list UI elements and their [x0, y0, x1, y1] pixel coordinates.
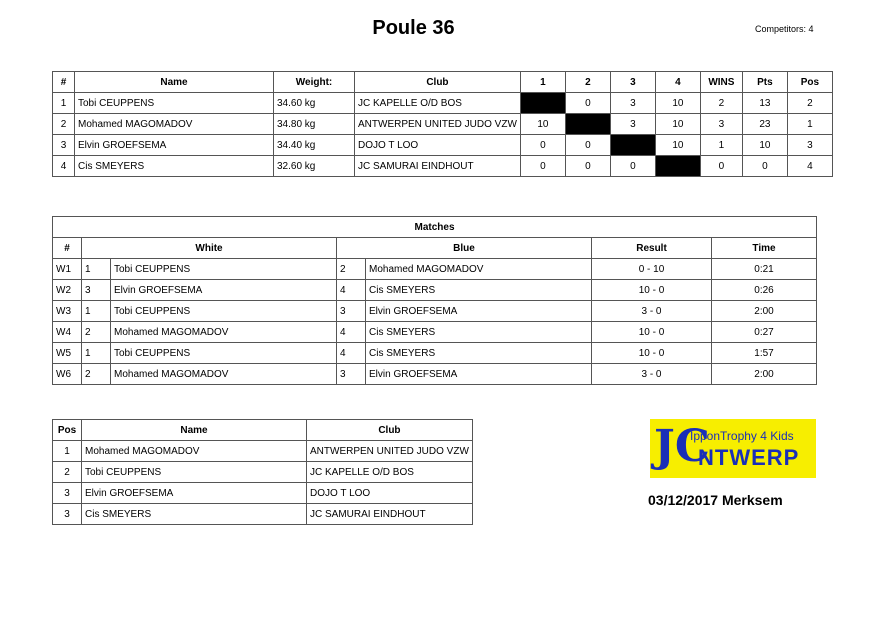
- poule-cell-pos: 4: [787, 156, 832, 177]
- match-cell-id: W5: [53, 343, 82, 364]
- match-cell-id: W4: [53, 322, 82, 343]
- match-cell-white: Mohamed MAGOMADOV: [111, 364, 337, 385]
- poule-cell-s3: 3: [610, 114, 655, 135]
- poule-cell-s3: 0: [610, 156, 655, 177]
- ranking-header-0: Pos: [53, 420, 82, 441]
- ranking-cell-pos: 3: [53, 483, 82, 504]
- match-cell-blue: Elvin GROEFSEMA: [366, 301, 592, 322]
- ranking-cell-pos: 2: [53, 462, 82, 483]
- match-cell-blue: Cis SMEYERS: [366, 280, 592, 301]
- match-cell-result: 0 - 10: [592, 259, 712, 280]
- poule-cell-name: Cis SMEYERS: [75, 156, 274, 177]
- poule-cell-club: DOJO T LOO: [355, 135, 521, 156]
- match-row: [53, 301, 817, 322]
- match-cell-result: 3 - 0: [592, 301, 712, 322]
- poule-header-4: 1: [520, 72, 565, 93]
- poule-cell-num: 4: [53, 156, 75, 177]
- poule-cell-name: Elvin GROEFSEMA: [75, 135, 274, 156]
- poule-cell-s2: [565, 114, 610, 135]
- poule-cell-wins: 0: [700, 156, 742, 177]
- match-cell-white: Mohamed MAGOMADOV: [111, 322, 337, 343]
- poule-cell-club: ANTWERPEN UNITED JUDO VZW: [355, 114, 521, 135]
- match-cell-id: W1: [53, 259, 82, 280]
- poule-cell-s2: 0: [565, 156, 610, 177]
- match-cell-white: Tobi CEUPPENS: [111, 343, 337, 364]
- poule-cell-wins: 2: [700, 93, 742, 114]
- poule-cell-weight: 32.60 kg: [274, 156, 355, 177]
- match-cell-blue: Cis SMEYERS: [366, 322, 592, 343]
- poule-header-5: 2: [565, 72, 610, 93]
- ranking-row: [53, 441, 473, 462]
- match-cell-bn: 4: [337, 280, 366, 301]
- ranking-row: [53, 504, 473, 525]
- poule-cell-s4: 10: [655, 114, 700, 135]
- matches-header-num: #: [53, 238, 82, 259]
- ranking-row: [53, 483, 473, 504]
- match-row: [53, 280, 817, 301]
- match-cell-blue: Elvin GROEFSEMA: [366, 364, 592, 385]
- matches-header-time: Time: [712, 238, 817, 259]
- logo-jc-mark: JC: [654, 421, 710, 472]
- match-cell-bn: 2: [337, 259, 366, 280]
- logo-line1: IpponTrophy 4 Kids: [690, 429, 794, 443]
- poule-cell-weight: 34.40 kg: [274, 135, 355, 156]
- poule-header-9: Pts: [742, 72, 787, 93]
- ranking-header-1: Name: [82, 420, 307, 441]
- matches-table: [52, 216, 817, 385]
- match-cell-time: 2:00: [712, 301, 817, 322]
- match-row: [53, 364, 817, 385]
- ippontrophy-logo: [650, 419, 816, 478]
- poule-cell-pts: 10: [742, 135, 787, 156]
- poule-cell-s4: [655, 156, 700, 177]
- match-cell-id: W6: [53, 364, 82, 385]
- poule-cell-num: 3: [53, 135, 75, 156]
- match-cell-white: Tobi CEUPPENS: [111, 301, 337, 322]
- match-cell-time: 1:57: [712, 343, 817, 364]
- match-cell-time: 0:27: [712, 322, 817, 343]
- match-cell-wn: 1: [82, 301, 111, 322]
- match-row: [53, 259, 817, 280]
- ranking-cell-name: Elvin GROEFSEMA: [82, 483, 307, 504]
- match-cell-bn: 3: [337, 364, 366, 385]
- ranking-cell-club: ANTWERPEN UNITED JUDO VZW: [307, 441, 473, 462]
- match-cell-time: 2:00: [712, 364, 817, 385]
- ranking-cell-name: Mohamed MAGOMADOV: [82, 441, 307, 462]
- match-cell-blue: Cis SMEYERS: [366, 343, 592, 364]
- matches-header-result: Result: [592, 238, 712, 259]
- match-cell-time: 0:26: [712, 280, 817, 301]
- poule-cell-num: 2: [53, 114, 75, 135]
- ranking-cell-name: Tobi CEUPPENS: [82, 462, 307, 483]
- match-cell-wn: 1: [82, 259, 111, 280]
- ranking-cell-name: Cis SMEYERS: [82, 504, 307, 525]
- match-cell-wn: 3: [82, 280, 111, 301]
- ranking-cell-club: JC KAPELLE O/D BOS: [307, 462, 473, 483]
- poule-cell-s1: 0: [520, 156, 565, 177]
- match-cell-white: Tobi CEUPPENS: [111, 259, 337, 280]
- poule-cell-name: Tobi CEUPPENS: [75, 93, 274, 114]
- match-cell-result: 10 - 0: [592, 322, 712, 343]
- ranking-cell-club: JC SAMURAI EINDHOUT: [307, 504, 473, 525]
- ranking-cell-club: DOJO T LOO: [307, 483, 473, 504]
- poule-cell-club: JC SAMURAI EINDHOUT: [355, 156, 521, 177]
- poule-cell-s4: 10: [655, 135, 700, 156]
- competitors-count: Competitors: 4: [755, 24, 814, 34]
- ranking-cell-pos: 1: [53, 441, 82, 462]
- poule-cell-pos: 3: [787, 135, 832, 156]
- poule-header-1: Name: [75, 72, 274, 93]
- poule-cell-s2: 0: [565, 135, 610, 156]
- poule-cell-s1: [520, 93, 565, 114]
- matches-header-blue: Blue: [337, 238, 592, 259]
- match-cell-id: W2: [53, 280, 82, 301]
- event-date: 03/12/2017 Merksem: [648, 492, 783, 508]
- poule-cell-club: JC KAPELLE O/D BOS: [355, 93, 521, 114]
- match-cell-time: 0:21: [712, 259, 817, 280]
- match-cell-wn: 2: [82, 322, 111, 343]
- matches-header-white: White: [82, 238, 337, 259]
- poule-header-3: Club: [355, 72, 521, 93]
- poule-cell-wins: 3: [700, 114, 742, 135]
- poule-header-7: 4: [655, 72, 700, 93]
- poule-header-8: WINS: [700, 72, 742, 93]
- poule-cell-s3: 3: [610, 93, 655, 114]
- poule-header-2: Weight:: [274, 72, 355, 93]
- poule-cell-s1: 0: [520, 135, 565, 156]
- poule-row: [53, 135, 833, 156]
- match-cell-white: Elvin GROEFSEMA: [111, 280, 337, 301]
- poule-cell-pos: 2: [787, 93, 832, 114]
- poule-cell-num: 1: [53, 93, 75, 114]
- match-cell-wn: 1: [82, 343, 111, 364]
- poule-cell-weight: 34.60 kg: [274, 93, 355, 114]
- poule-header-6: 3: [610, 72, 655, 93]
- ranking-row: [53, 462, 473, 483]
- poule-header-10: Pos: [787, 72, 832, 93]
- poule-cell-weight: 34.80 kg: [274, 114, 355, 135]
- poule-cell-s4: 10: [655, 93, 700, 114]
- match-cell-id: W3: [53, 301, 82, 322]
- poule-row: [53, 156, 833, 177]
- poule-cell-s1: 10: [520, 114, 565, 135]
- page-title: Poule 36: [372, 17, 455, 39]
- matches-caption: Matches: [53, 217, 817, 238]
- poule-cell-pts: 0: [742, 156, 787, 177]
- poule-cell-s3: [610, 135, 655, 156]
- poule-cell-s2: 0: [565, 93, 610, 114]
- match-cell-bn: 3: [337, 301, 366, 322]
- match-row: [53, 343, 817, 364]
- poule-cell-pts: 23: [742, 114, 787, 135]
- poule-cell-name: Mohamed MAGOMADOV: [75, 114, 274, 135]
- match-cell-wn: 2: [82, 364, 111, 385]
- match-cell-bn: 4: [337, 343, 366, 364]
- match-cell-result: 3 - 0: [592, 364, 712, 385]
- ranking-header-2: Club: [307, 420, 473, 441]
- poule-row: [53, 93, 833, 114]
- match-row: [53, 322, 817, 343]
- ranking-cell-pos: 3: [53, 504, 82, 525]
- match-cell-result: 10 - 0: [592, 280, 712, 301]
- logo-line2: NTWERP: [698, 445, 800, 470]
- poule-cell-wins: 1: [700, 135, 742, 156]
- poule-cell-pos: 1: [787, 114, 832, 135]
- ranking-table: [52, 419, 473, 525]
- poule-table: [52, 71, 833, 177]
- match-cell-result: 10 - 0: [592, 343, 712, 364]
- poule-header-0: #: [53, 72, 75, 93]
- match-cell-bn: 4: [337, 322, 366, 343]
- match-cell-blue: Mohamed MAGOMADOV: [366, 259, 592, 280]
- poule-cell-pts: 13: [742, 93, 787, 114]
- poule-row: [53, 114, 833, 135]
